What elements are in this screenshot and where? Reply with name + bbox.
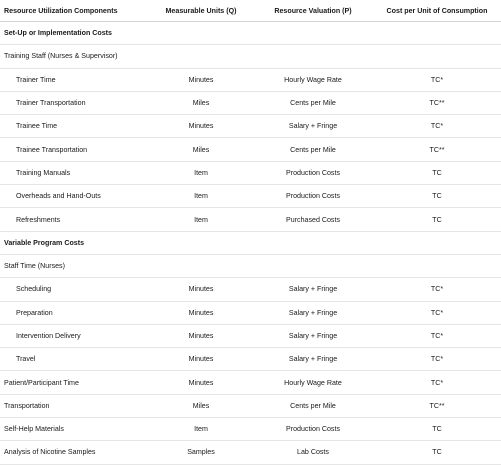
valuation-cell: Salary + Fringe [253, 348, 373, 371]
valuation-cell: Cents per Mile [253, 91, 373, 114]
component-label: Preparation [0, 301, 149, 324]
cost-cell [373, 45, 501, 68]
group-row [0, 45, 501, 68]
group-row [0, 254, 501, 277]
valuation-cell: Production Costs [253, 161, 373, 184]
cost-cell: TC* [373, 115, 501, 138]
units-cell [149, 231, 253, 254]
cost-cell: TC** [373, 138, 501, 161]
cost-cell: TC* [373, 348, 501, 371]
units-cell: Minutes [149, 348, 253, 371]
table-row [0, 348, 501, 371]
valuation-cell: Salary + Fringe [253, 301, 373, 324]
table-row [0, 161, 501, 184]
valuation-cell [253, 22, 373, 45]
units-cell: Minutes [149, 68, 253, 91]
table-row [0, 441, 501, 464]
units-cell [149, 45, 253, 68]
table-row [0, 68, 501, 91]
table-row [0, 324, 501, 347]
table-row [0, 208, 501, 231]
table-row [0, 394, 501, 417]
table-row [0, 278, 501, 301]
valuation-cell: Cents per Mile [253, 394, 373, 417]
valuation-cell [253, 231, 373, 254]
component-label: Analysis of Nicotine Samples [0, 441, 149, 464]
cost-cell: TC** [373, 91, 501, 114]
component-label: Trainee Transportation [0, 138, 149, 161]
valuation-cell: Purchased Costs [253, 208, 373, 231]
section-row [0, 22, 501, 45]
cost-cell: TC* [373, 301, 501, 324]
group-label: Training Staff (Nurses & Supervisor) [0, 45, 149, 68]
units-cell: Minutes [149, 115, 253, 138]
section-heading: Variable Program Costs [0, 231, 149, 254]
cost-cell: TC [373, 441, 501, 464]
units-cell: Miles [149, 394, 253, 417]
cost-cell: TC* [373, 68, 501, 91]
valuation-cell [253, 254, 373, 277]
units-cell: Minutes [149, 301, 253, 324]
valuation-cell: Hourly Wage Rate [253, 371, 373, 394]
units-cell: Minutes [149, 278, 253, 301]
valuation-cell: Salary + Fringe [253, 115, 373, 138]
header-row [0, 0, 501, 22]
units-cell: Item [149, 418, 253, 441]
units-cell: Miles [149, 91, 253, 114]
table-row [0, 185, 501, 208]
units-cell: Item [149, 185, 253, 208]
cost-cell: TC* [373, 371, 501, 394]
section-heading: Set-Up or Implementation Costs [0, 22, 149, 45]
valuation-cell: Salary + Fringe [253, 278, 373, 301]
component-label: Trainer Time [0, 68, 149, 91]
component-label: Travel [0, 348, 149, 371]
header-valuation: Resource Valuation (P) [253, 0, 373, 22]
cost-cell: TC [373, 185, 501, 208]
cost-cell: TC [373, 418, 501, 441]
header-component: Resource Utilization Components [0, 0, 149, 22]
component-label: Overheads and Hand-Outs [0, 185, 149, 208]
units-cell: Item [149, 208, 253, 231]
table-row [0, 418, 501, 441]
component-label: Scheduling [0, 278, 149, 301]
valuation-cell: Salary + Fringe [253, 324, 373, 347]
header-units: Measurable Units (Q) [149, 0, 253, 22]
header-cost: Cost per Unit of Consumption [373, 0, 501, 22]
component-label: Trainer Transportation [0, 91, 149, 114]
units-cell: Miles [149, 138, 253, 161]
table-header [0, 0, 501, 22]
component-label: Patient/Participant Time [0, 371, 149, 394]
table-row [0, 371, 501, 394]
component-label: Training Manuals [0, 161, 149, 184]
units-cell: Item [149, 161, 253, 184]
valuation-cell: Production Costs [253, 418, 373, 441]
cost-cell [373, 22, 501, 45]
cost-cell: TC [373, 161, 501, 184]
valuation-cell: Lab Costs [253, 441, 373, 464]
table-row [0, 115, 501, 138]
section-row [0, 231, 501, 254]
component-label: Refreshments [0, 208, 149, 231]
cost-cell: TC** [373, 394, 501, 417]
valuation-cell [253, 45, 373, 68]
table-row [0, 138, 501, 161]
units-cell [149, 254, 253, 277]
units-cell [149, 22, 253, 45]
component-label: Intervention Delivery [0, 324, 149, 347]
units-cell: Samples [149, 441, 253, 464]
table-body [0, 22, 501, 465]
cost-cell: TC* [373, 278, 501, 301]
cost-cell [373, 254, 501, 277]
valuation-cell: Production Costs [253, 185, 373, 208]
units-cell: Minutes [149, 371, 253, 394]
valuation-cell: Hourly Wage Rate [253, 68, 373, 91]
cost-cell: TC* [373, 324, 501, 347]
valuation-cell: Cents per Mile [253, 138, 373, 161]
component-label: Trainee Time [0, 115, 149, 138]
component-label: Transportation [0, 394, 149, 417]
cost-cell: TC [373, 208, 501, 231]
table-row [0, 91, 501, 114]
cost-cell [373, 231, 501, 254]
units-cell: Minutes [149, 324, 253, 347]
group-label: Staff Time (Nurses) [0, 254, 149, 277]
table-row [0, 301, 501, 324]
component-label: Self-Help Materials [0, 418, 149, 441]
